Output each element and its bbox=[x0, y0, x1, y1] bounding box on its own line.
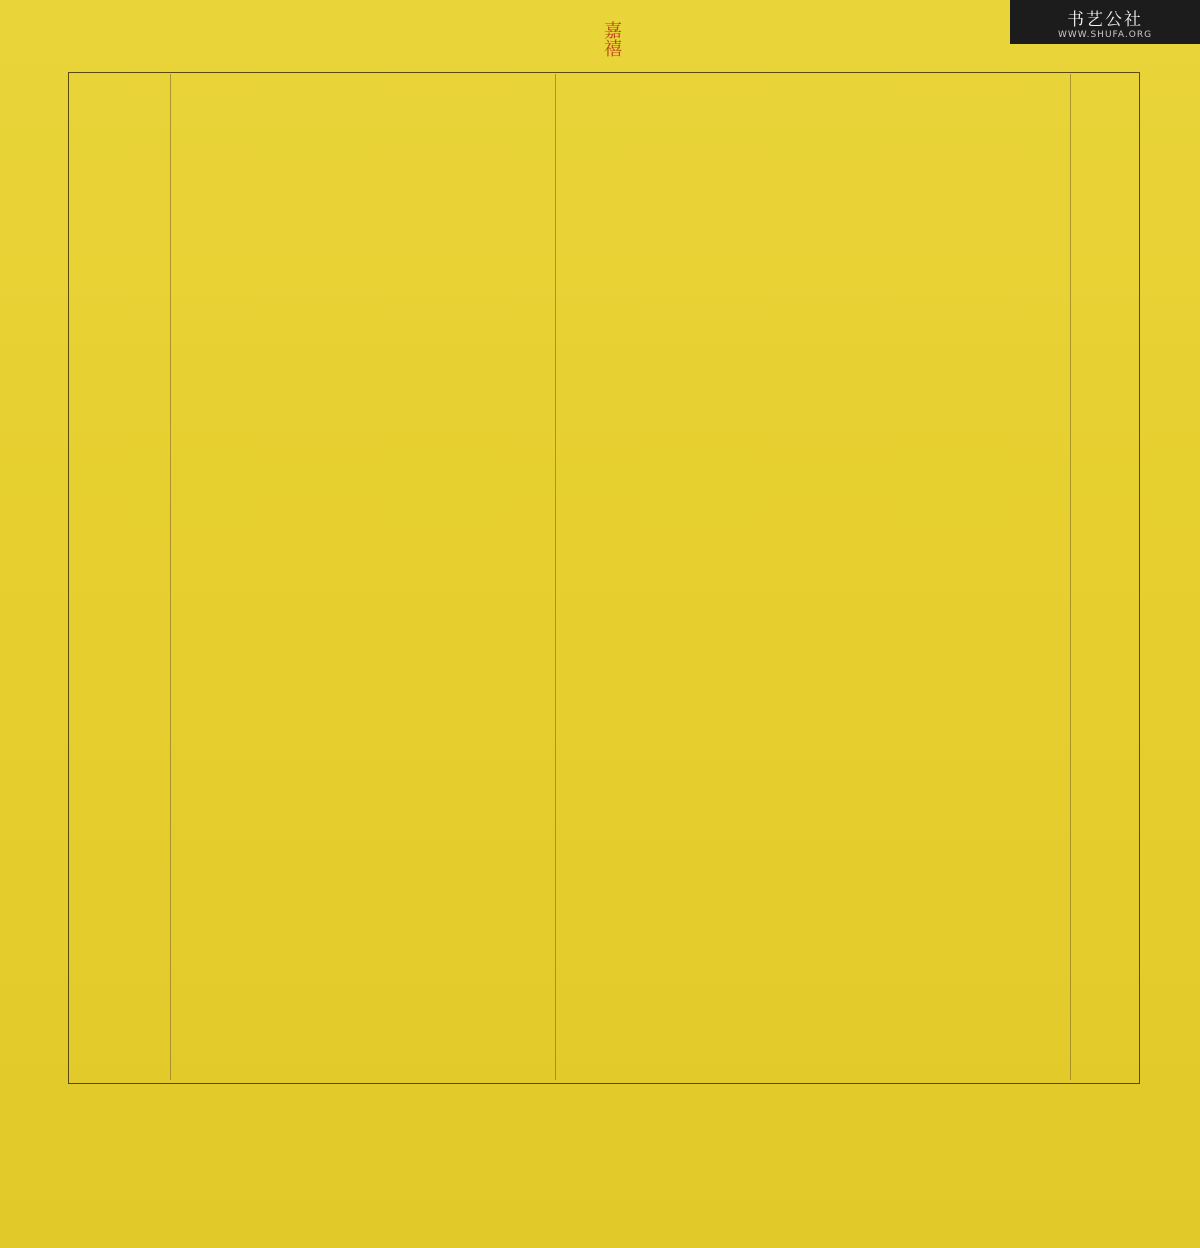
border-frame bbox=[68, 72, 1140, 1084]
title-seal: 嘉禧 bbox=[601, 21, 622, 57]
watermark-url: WWW.SHUFA.ORG bbox=[1057, 29, 1153, 40]
column-rule bbox=[1070, 74, 1071, 1080]
watermark bbox=[1010, 0, 1200, 44]
watermark-site: 书艺公社 bbox=[1067, 9, 1143, 30]
column-rule bbox=[170, 74, 171, 1080]
column-rule bbox=[555, 74, 556, 1080]
